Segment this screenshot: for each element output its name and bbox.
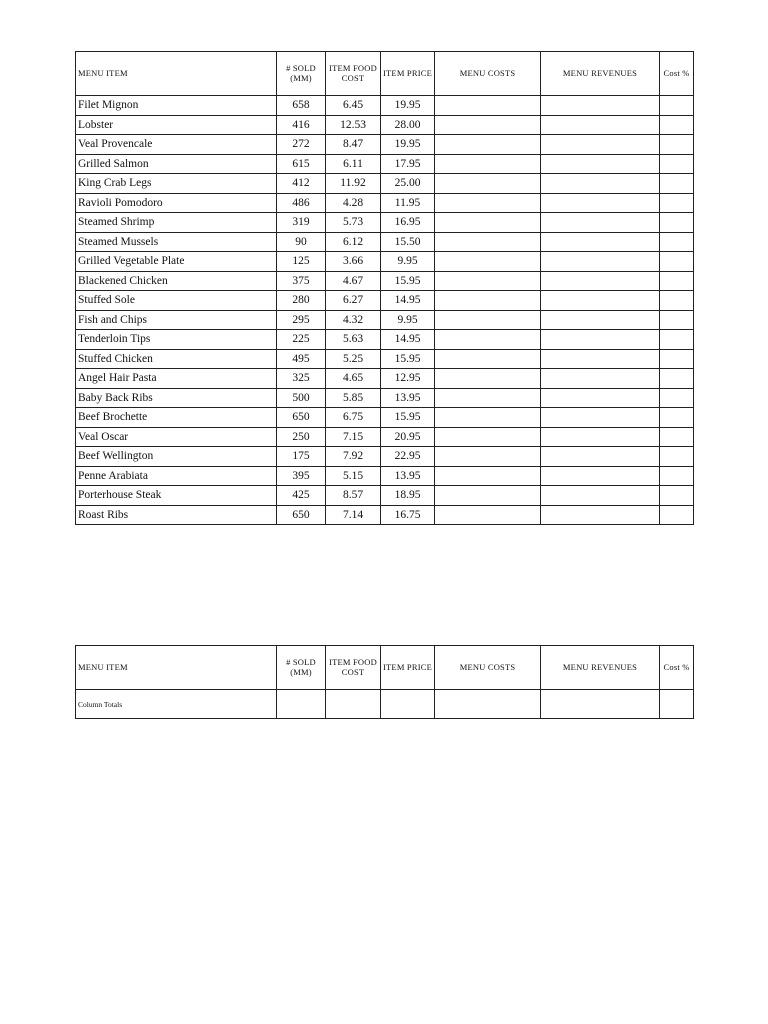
cell-menu-revenues (541, 271, 660, 291)
header-menu-costs: MENU COSTS (435, 646, 541, 690)
cell-food-cost: 6.45 (326, 96, 381, 116)
table-row (76, 349, 694, 369)
cell-menu-costs (435, 174, 541, 194)
cell-price: 16.75 (381, 505, 435, 525)
cell-cost-pct (660, 466, 694, 486)
cell-menu-item: Baby Back Ribs (76, 388, 277, 408)
cell-sold: 295 (277, 310, 326, 330)
cell-menu-item: Grilled Salmon (76, 154, 277, 174)
cell-sold: 325 (277, 369, 326, 389)
cell-price: 15.95 (381, 271, 435, 291)
cell-menu-costs (435, 408, 541, 428)
cell-food-cost: 6.12 (326, 232, 381, 252)
cell-food-cost: 4.32 (326, 310, 381, 330)
cell-menu-item: Roast Ribs (76, 505, 277, 525)
table-row (76, 427, 694, 447)
cell-sold: 395 (277, 466, 326, 486)
header-menu-revenues: MENU REVENUES (541, 52, 660, 96)
cell-price: 19.95 (381, 96, 435, 116)
cell-sold: 425 (277, 486, 326, 506)
totals-table (75, 645, 694, 719)
cell-price: 13.95 (381, 388, 435, 408)
cell-sold: 272 (277, 135, 326, 155)
header-menu-item: MENU ITEM (76, 646, 277, 690)
cell-cost-pct (660, 486, 694, 506)
cell-menu-costs (435, 154, 541, 174)
cell-menu-revenues (541, 174, 660, 194)
table-row (76, 96, 694, 116)
cell-price: 19.95 (381, 135, 435, 155)
cell-food-cost: 7.15 (326, 427, 381, 447)
cell-menu-costs (435, 330, 541, 350)
cell-menu-costs (435, 427, 541, 447)
cell-menu-revenues (541, 447, 660, 467)
cell-menu-costs (435, 349, 541, 369)
table-row (76, 330, 694, 350)
cell-price: 20.95 (381, 427, 435, 447)
cell-cost-pct (660, 447, 694, 467)
cell-menu-costs (435, 213, 541, 233)
cell-sold: 225 (277, 330, 326, 350)
cell-price: 22.95 (381, 447, 435, 467)
cell-total-food-cost (326, 690, 381, 719)
header-cost-pct: Cost % (660, 52, 694, 96)
cell-food-cost: 6.11 (326, 154, 381, 174)
cell-sold: 650 (277, 408, 326, 428)
cell-menu-item: Veal Oscar (76, 427, 277, 447)
cell-cost-pct (660, 193, 694, 213)
totals-row (76, 690, 694, 719)
cell-menu-costs (435, 115, 541, 135)
cell-menu-item: Penne Arabiata (76, 466, 277, 486)
table-row (76, 505, 694, 525)
cell-food-cost: 5.73 (326, 213, 381, 233)
table-row (76, 369, 694, 389)
cell-price: 12.95 (381, 369, 435, 389)
cell-menu-revenues (541, 330, 660, 350)
cell-menu-costs (435, 96, 541, 116)
cell-menu-item: Tenderloin Tips (76, 330, 277, 350)
header-cost-pct: Cost % (660, 646, 694, 690)
menu-cost-table (75, 51, 694, 525)
cell-menu-item: Beef Wellington (76, 447, 277, 467)
cell-sold: 280 (277, 291, 326, 311)
cell-price: 14.95 (381, 330, 435, 350)
cell-cost-pct (660, 174, 694, 194)
cell-menu-costs (435, 252, 541, 272)
totals-header-row (76, 646, 694, 690)
cell-price: 14.95 (381, 291, 435, 311)
cell-food-cost: 6.75 (326, 408, 381, 428)
cell-menu-costs (435, 310, 541, 330)
cell-food-cost: 11.92 (326, 174, 381, 194)
cell-price: 11.95 (381, 193, 435, 213)
cell-price: 9.95 (381, 310, 435, 330)
cell-menu-revenues (541, 213, 660, 233)
cell-food-cost: 4.65 (326, 369, 381, 389)
cell-sold: 90 (277, 232, 326, 252)
cell-cost-pct (660, 427, 694, 447)
cell-food-cost: 4.67 (326, 271, 381, 291)
cell-cost-pct (660, 135, 694, 155)
cell-cost-pct (660, 213, 694, 233)
cell-cost-pct (660, 349, 694, 369)
cell-menu-revenues (541, 291, 660, 311)
cell-menu-costs (435, 271, 541, 291)
cell-total-menu-costs (435, 690, 541, 719)
table-row (76, 193, 694, 213)
cell-cost-pct (660, 271, 694, 291)
cell-price: 15.95 (381, 349, 435, 369)
header-food-cost: ITEM FOOD COST (326, 646, 381, 690)
cell-menu-item: Veal Provencale (76, 135, 277, 155)
cell-menu-revenues (541, 369, 660, 389)
cell-cost-pct (660, 232, 694, 252)
cell-price: 18.95 (381, 486, 435, 506)
cell-food-cost: 5.25 (326, 349, 381, 369)
cell-menu-item: Steamed Mussels (76, 232, 277, 252)
cell-menu-costs (435, 369, 541, 389)
cell-menu-costs (435, 388, 541, 408)
header-menu-costs: MENU COSTS (435, 52, 541, 96)
table-body (76, 96, 694, 525)
cell-food-cost: 12.53 (326, 115, 381, 135)
cell-menu-costs (435, 291, 541, 311)
cell-food-cost: 5.85 (326, 388, 381, 408)
cell-menu-item: Stuffed Sole (76, 291, 277, 311)
header-food-cost: ITEM FOOD COST (326, 52, 381, 96)
table-row (76, 154, 694, 174)
cell-cost-pct (660, 310, 694, 330)
cell-menu-item: Fish and Chips (76, 310, 277, 330)
header-price: ITEM PRICE (381, 52, 435, 96)
cell-menu-costs (435, 447, 541, 467)
table-row (76, 291, 694, 311)
cell-menu-revenues (541, 486, 660, 506)
cell-menu-revenues (541, 408, 660, 428)
cell-menu-item: Filet Mignon (76, 96, 277, 116)
cell-menu-item: Ravioli Pomodoro (76, 193, 277, 213)
cell-price: 13.95 (381, 466, 435, 486)
cell-sold: 125 (277, 252, 326, 272)
cell-menu-revenues (541, 427, 660, 447)
cell-menu-revenues (541, 252, 660, 272)
table-row (76, 232, 694, 252)
cell-food-cost: 4.28 (326, 193, 381, 213)
cell-sold: 412 (277, 174, 326, 194)
table-row (76, 115, 694, 135)
cell-sold: 375 (277, 271, 326, 291)
cell-food-cost: 5.63 (326, 330, 381, 350)
cell-menu-revenues (541, 96, 660, 116)
cell-menu-costs (435, 505, 541, 525)
header-sold: # SOLD (MM) (277, 646, 326, 690)
cell-sold: 486 (277, 193, 326, 213)
cell-menu-revenues (541, 193, 660, 213)
cell-menu-revenues (541, 135, 660, 155)
cell-menu-revenues (541, 154, 660, 174)
table-row (76, 408, 694, 428)
cell-cost-pct (660, 154, 694, 174)
cell-menu-item: Blackened Chicken (76, 271, 277, 291)
cell-food-cost: 6.27 (326, 291, 381, 311)
cell-cost-pct (660, 330, 694, 350)
cell-food-cost: 8.47 (326, 135, 381, 155)
cell-cost-pct (660, 369, 694, 389)
cell-cost-pct (660, 408, 694, 428)
cell-menu-revenues (541, 310, 660, 330)
cell-menu-costs (435, 466, 541, 486)
table-row (76, 271, 694, 291)
cell-food-cost: 5.15 (326, 466, 381, 486)
cell-menu-revenues (541, 115, 660, 135)
cell-menu-costs (435, 232, 541, 252)
cell-total-price (381, 690, 435, 719)
table-row (76, 252, 694, 272)
cell-sold: 319 (277, 213, 326, 233)
cell-food-cost: 3.66 (326, 252, 381, 272)
table-row (76, 388, 694, 408)
cell-total-menu-revenues (541, 690, 660, 719)
totals-label: Column Totals (76, 690, 277, 719)
cell-sold: 175 (277, 447, 326, 467)
cell-price: 15.50 (381, 232, 435, 252)
cell-sold: 250 (277, 427, 326, 447)
table-row (76, 135, 694, 155)
cell-menu-revenues (541, 349, 660, 369)
cell-cost-pct (660, 291, 694, 311)
cell-menu-item: Porterhouse Steak (76, 486, 277, 506)
table-row (76, 213, 694, 233)
table-row (76, 310, 694, 330)
header-menu-item: MENU ITEM (76, 52, 277, 96)
cell-sold: 500 (277, 388, 326, 408)
header-sold: # SOLD (MM) (277, 52, 326, 96)
cell-price: 9.95 (381, 252, 435, 272)
cell-sold: 495 (277, 349, 326, 369)
cell-sold: 615 (277, 154, 326, 174)
cell-sold: 650 (277, 505, 326, 525)
cell-menu-costs (435, 486, 541, 506)
cell-sold: 416 (277, 115, 326, 135)
table-row (76, 486, 694, 506)
cell-sold: 658 (277, 96, 326, 116)
cell-cost-pct (660, 505, 694, 525)
cell-price: 25.00 (381, 174, 435, 194)
cell-food-cost: 8.57 (326, 486, 381, 506)
cell-menu-revenues (541, 232, 660, 252)
cell-food-cost: 7.92 (326, 447, 381, 467)
cell-total-cost-pct (660, 690, 694, 719)
cell-food-cost: 7.14 (326, 505, 381, 525)
cell-price: 16.95 (381, 213, 435, 233)
cell-cost-pct (660, 388, 694, 408)
cell-cost-pct (660, 115, 694, 135)
table-row (76, 466, 694, 486)
cell-menu-revenues (541, 505, 660, 525)
cell-menu-revenues (541, 466, 660, 486)
cell-menu-item: Lobster (76, 115, 277, 135)
cell-menu-costs (435, 135, 541, 155)
cell-menu-item: Angel Hair Pasta (76, 369, 277, 389)
header-menu-revenues: MENU REVENUES (541, 646, 660, 690)
cell-price: 17.95 (381, 154, 435, 174)
cell-menu-costs (435, 193, 541, 213)
cell-menu-item: Grilled Vegetable Plate (76, 252, 277, 272)
cell-menu-item: Steamed Shrimp (76, 213, 277, 233)
table-header-row (76, 52, 694, 96)
table-row (76, 174, 694, 194)
cell-menu-revenues (541, 388, 660, 408)
cell-cost-pct (660, 252, 694, 272)
cell-total-sold (277, 690, 326, 719)
table-row (76, 447, 694, 467)
cell-price: 28.00 (381, 115, 435, 135)
cell-menu-item: King Crab Legs (76, 174, 277, 194)
header-price: ITEM PRICE (381, 646, 435, 690)
cell-cost-pct (660, 96, 694, 116)
cell-menu-item: Stuffed Chicken (76, 349, 277, 369)
cell-price: 15.95 (381, 408, 435, 428)
cell-menu-item: Beef Brochette (76, 408, 277, 428)
